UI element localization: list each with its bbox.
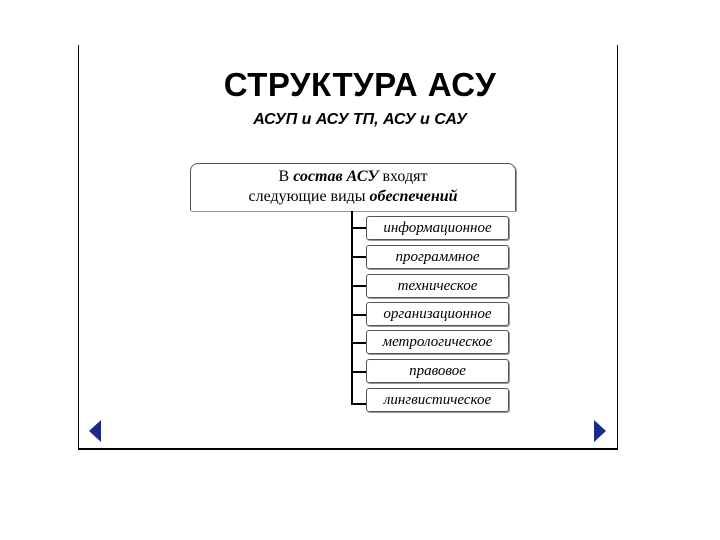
support-type-organizational: организационное (366, 302, 509, 326)
slide-subtitle: АСУП и АСУ ТП, АСУ и САУ (253, 111, 467, 128)
support-type-metrological: метрологическое (366, 330, 509, 354)
slide-frame (78, 45, 618, 450)
header-line-1-prefix: В (278, 168, 294, 185)
branch-line (351, 403, 366, 405)
branch-line (351, 314, 366, 316)
support-type-informational: информационное (366, 216, 509, 240)
branch-line (351, 285, 366, 287)
support-type-software: программное (366, 245, 509, 269)
triangle-left-icon[interactable] (89, 420, 101, 442)
header-line-2-prefix: следующие виды (248, 188, 370, 205)
tree-trunk-line (351, 211, 353, 405)
branch-line (351, 342, 366, 344)
branch-line (351, 371, 366, 373)
header-line-1-emphasis: состав АСУ (293, 168, 379, 185)
slide-title: СТРУКТУРА АСУ (223, 66, 497, 103)
support-type-linguistic: лингвистическое (366, 388, 509, 412)
branch-line (351, 256, 366, 258)
support-type-technical: техническое (366, 274, 509, 298)
support-type-legal: правовое (366, 359, 509, 383)
triangle-right-icon[interactable] (594, 420, 606, 442)
header-line-1 (191, 167, 515, 187)
branch-line (351, 227, 366, 229)
header-line-2 (191, 187, 515, 207)
header-line-1-suffix: входят (378, 168, 428, 185)
header-line-2-emphasis: обеспечений (369, 188, 458, 205)
composition-header-box (190, 163, 516, 211)
